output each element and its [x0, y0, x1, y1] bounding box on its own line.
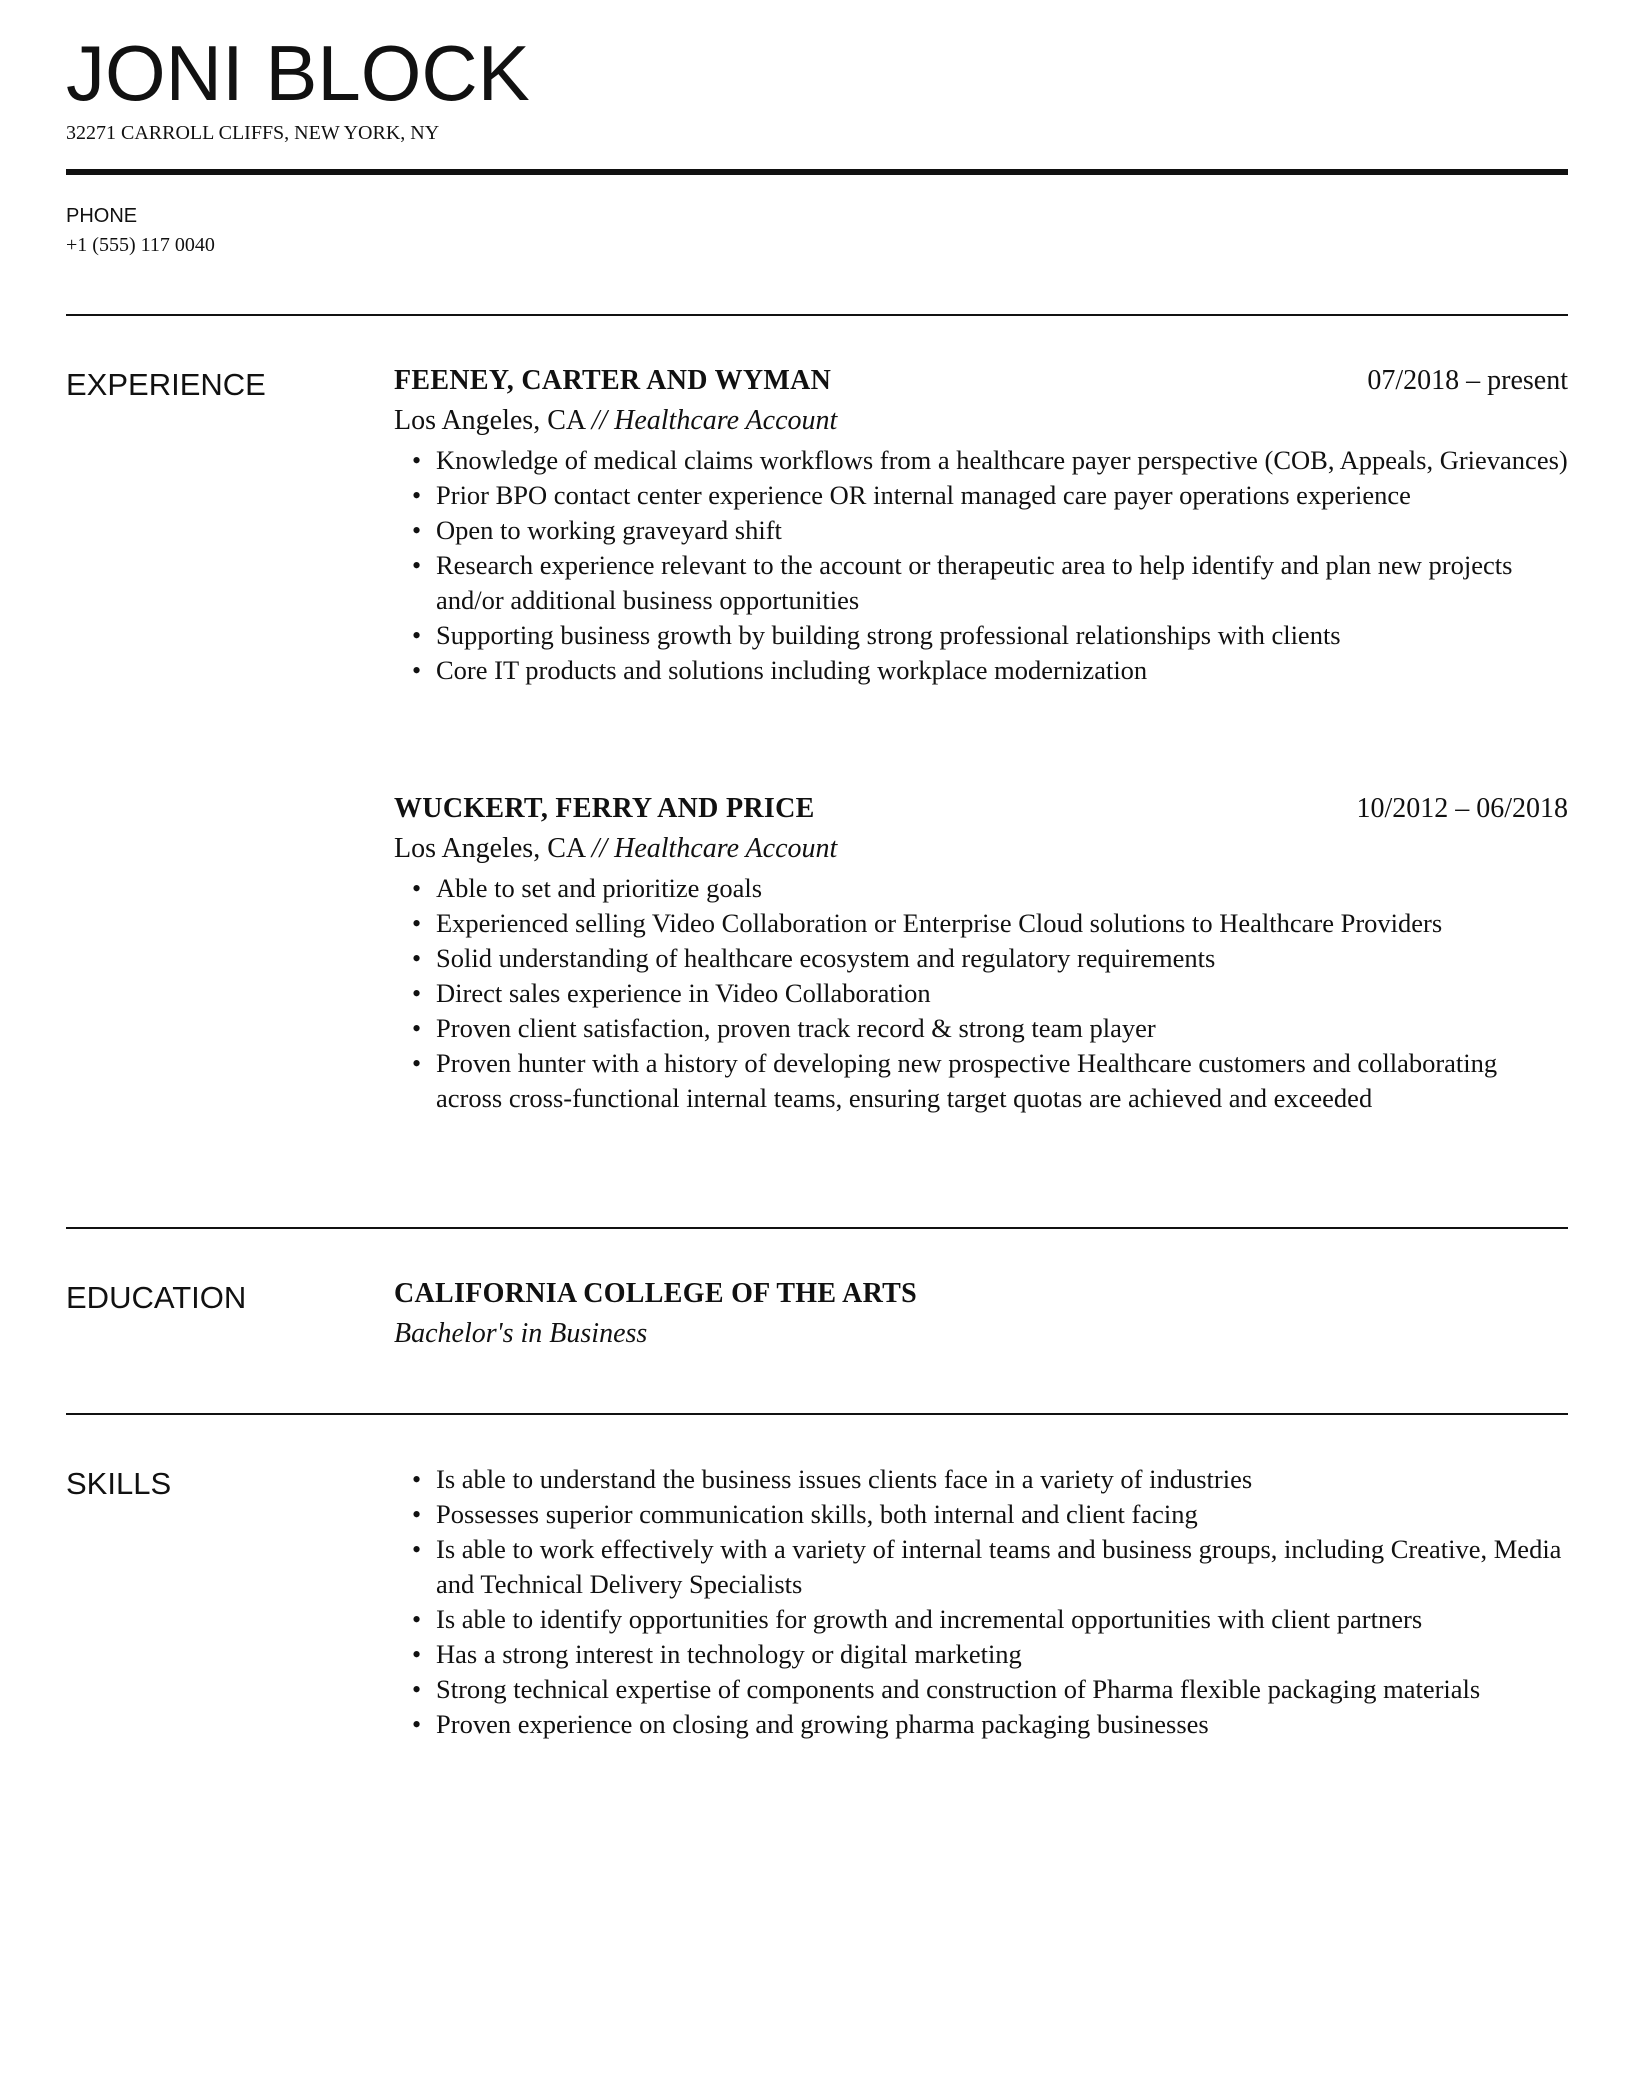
header-divider [66, 169, 1568, 175]
section-divider-experience [66, 314, 1568, 316]
job-bullets [394, 871, 1568, 1116]
job-role: Healthcare Account [614, 405, 838, 436]
list-item: • Prior BPO contact center experience OR internal managed care payer operations experience [436, 478, 1568, 513]
list-item: • Is able to understand the business issues clients face in a variety of industries [436, 1462, 1568, 1497]
address: 32271 CARROLL CLIFFS, NEW YORK, NY [66, 122, 440, 144]
list-item: • Experienced selling Video Collaboration or Enterprise Cloud solutions to Healthcare Providers [436, 906, 1568, 941]
job-bullets [394, 443, 1568, 688]
skills-list [394, 1462, 1568, 1742]
list-item: • Able to set and prioritize goals [436, 871, 1568, 906]
job-entry [394, 363, 1568, 688]
skills-bullets [394, 1462, 1568, 1742]
experience-list-2 [394, 791, 1568, 1116]
list-item: • Strong technical expertise of components and construction of Pharma flexible packaging materials [436, 1672, 1568, 1707]
job-company: WUCKERT, FERRY AND PRICE [394, 793, 815, 824]
education-entry [394, 1276, 1568, 1352]
job-location-line [394, 403, 1568, 443]
job-company: FEENEY, CARTER AND WYMAN [394, 365, 832, 396]
section-title-experience: EXPERIENCE [66, 367, 266, 402]
degree: Bachelor's in Business [394, 1318, 648, 1349]
list-item: • Is able to work effectively with a variety of internal teams and business groups, including Creative, Media and Technical Delivery Specialists [436, 1532, 1568, 1602]
list-item: • Knowledge of medical claims workflows from a healthcare payer perspective (COB, Appeals, Grievances) [436, 443, 1568, 478]
resume-page [66, 0, 1568, 2098]
phone-value: +1 (555) 117 0040 [66, 234, 215, 256]
job-role: Healthcare Account [614, 833, 838, 864]
section-title-skills: SKILLS [66, 1466, 172, 1501]
list-item: • Possesses superior communication skills, both internal and client facing [436, 1497, 1568, 1532]
list-item: • Open to working graveyard shift [436, 513, 1568, 548]
list-item: • Direct sales experience in Video Collaboration [436, 976, 1568, 1011]
list-item: • Has a strong interest in technology or digital marketing [436, 1637, 1568, 1672]
school-name: CALIFORNIA COLLEGE OF THE ARTS [394, 1278, 918, 1309]
experience-list [394, 363, 1568, 688]
candidate-name: JONI BLOCK [66, 29, 530, 117]
list-item: • Solid understanding of healthcare ecosystem and regulatory requirements [436, 941, 1568, 976]
list-item: • Core IT products and solutions including workplace modernization [436, 653, 1568, 688]
list-item: • Proven client satisfaction, proven track record & strong team player [436, 1011, 1568, 1046]
job-location: Los Angeles, CA [394, 405, 585, 436]
job-location-line [394, 831, 1568, 871]
job-separator: // [591, 833, 608, 864]
list-item: • Supporting business growth by building strong professional relationships with clients [436, 618, 1568, 653]
job-dates: 07/2018 – present [1367, 365, 1568, 396]
job-location: Los Angeles, CA [394, 833, 585, 864]
list-item: • Proven hunter with a history of developing new prospective Healthcare customers and collaborating across cross-functional internal teams, ensuring target quotas are achieved and exceeded [436, 1046, 1568, 1116]
job-separator: // [591, 405, 608, 436]
list-item: • Proven experience on closing and growing pharma packaging businesses [436, 1707, 1568, 1742]
list-item: • Research experience relevant to the account or therapeutic area to help identify and plan new projects and/or additional business opportunities [436, 548, 1568, 618]
list-item: • Is able to identify opportunities for growth and incremental opportunities with client partners [436, 1602, 1568, 1637]
section-divider-education [66, 1227, 1568, 1229]
section-title-education: EDUCATION [66, 1280, 247, 1315]
phone-label: PHONE [66, 205, 138, 227]
section-divider-skills [66, 1413, 1568, 1415]
job-dates: 10/2012 – 06/2018 [1356, 793, 1568, 824]
job-entry [394, 791, 1568, 1116]
